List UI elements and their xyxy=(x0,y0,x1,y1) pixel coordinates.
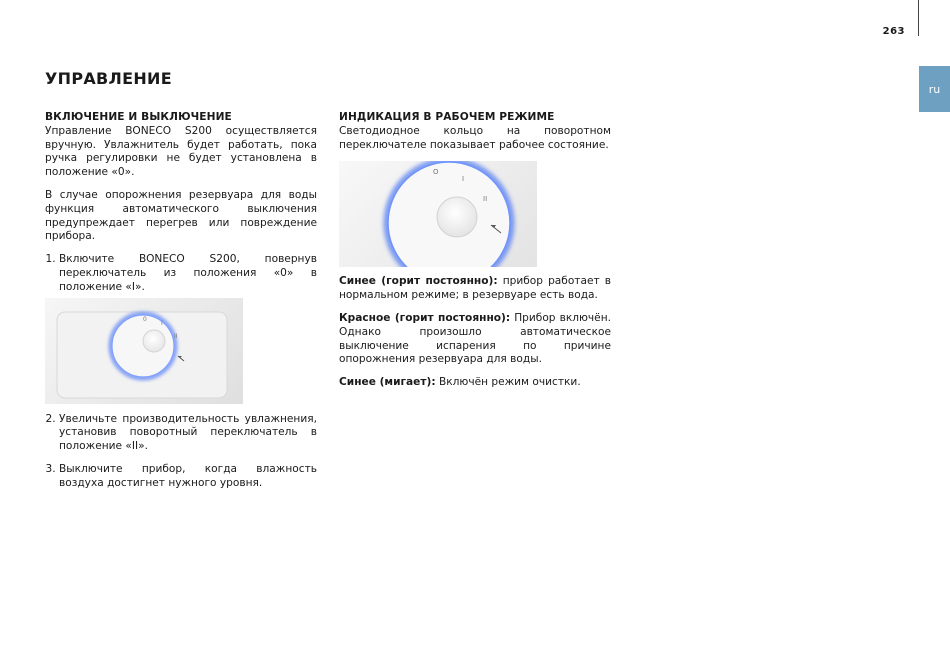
led-ring-photo xyxy=(339,161,537,267)
section-title: УПРАВЛЕНИЕ xyxy=(45,69,172,88)
status-blue-steady-text: прибор работает в нормальном режиме; в резервуаре есть вода. xyxy=(339,275,611,302)
steps-list xyxy=(45,253,317,490)
auto-off-paragraph: В случае опорожнения резервуара для воды функция автоматического выключения предупреждает перегрев или повреждение прибора. xyxy=(45,188,317,243)
status-red-steady xyxy=(339,312,611,367)
step-3: 3. Выключите прибор, когда влажность воздуха достигнет нужного уровня. xyxy=(59,463,317,491)
status-blue-blinking-term: Синее (мигает): xyxy=(339,376,436,389)
indication-heading: ИНДИКАЦИЯ В РАБОЧЕМ РЕЖИМЕ xyxy=(339,111,555,123)
dial-mark-i: I xyxy=(462,175,465,184)
on-off-heading: ВКЛЮЧЕНИЕ И ВЫКЛЮЧЕНИЕ xyxy=(45,111,232,123)
status-blue-steady xyxy=(339,275,611,303)
status-red-steady-term: Красное (горит постоянно): xyxy=(339,311,511,324)
indication-intro: Светодиодное кольцо на поворотном переключателе показывает рабочее состояние. xyxy=(339,124,611,151)
status-blue-steady-term: Синее (горит постоянно): xyxy=(339,275,498,288)
intro-paragraph: Управление BONECO S200 осуществляется вручную. Увлажнитель будет работать, пока ручка регулировки не будет установлена в положение «0». xyxy=(45,124,317,179)
device-photo-switch xyxy=(45,298,243,404)
language-tab: ru xyxy=(919,66,950,112)
step-2: 2. Увеличьте производительность увлажнения, установив поворотный переключатель в положение «II». xyxy=(59,413,317,454)
status-blue-blinking-text: Включён режим очистки. xyxy=(435,376,581,389)
header-divider xyxy=(918,0,919,36)
step-1 xyxy=(59,253,317,403)
dial-mark-1: I xyxy=(161,319,163,327)
page-number: 263 xyxy=(882,26,905,37)
status-red-steady-text: Прибор включён. Однако произошло автоматическое выключение испарения по причине опорожнения резервуара для воды. xyxy=(339,311,611,366)
left-column xyxy=(45,111,317,500)
status-blue-blinking xyxy=(339,376,611,390)
dial-mark-2: II xyxy=(174,332,178,340)
right-column xyxy=(339,111,611,399)
step-1-text: Включите BONECO S200, повернув переключатель из положения «0» в положение «I». xyxy=(59,253,317,293)
dial-mark-ii: II xyxy=(483,195,488,204)
dial-mark-0: 0 xyxy=(143,315,147,323)
dial-mark-o: O xyxy=(433,168,439,177)
